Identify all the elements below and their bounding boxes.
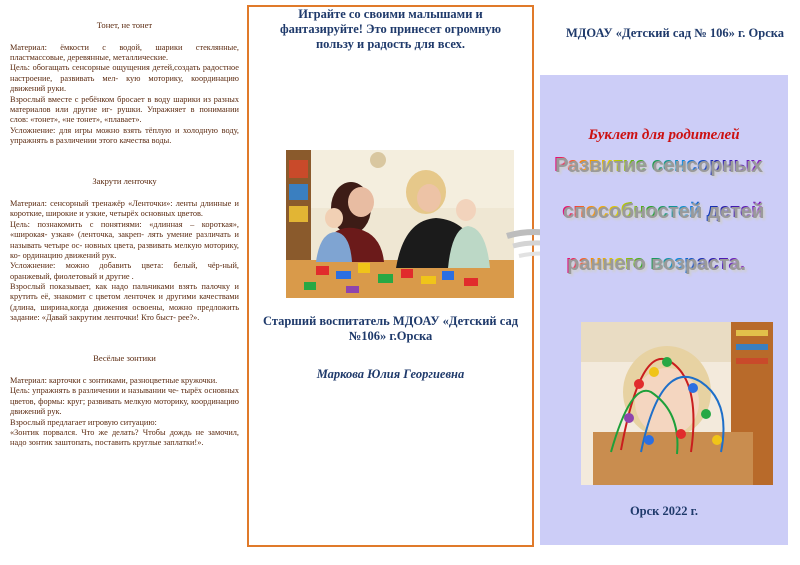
game-paragraph: Взрослый показывает, как надо пальчиками взять палочку и крутить её, знакомит с цветом ленточек и другими качествами (длина, ширина,когда движения освоены, можно предложить задание: «Давай закрутим ленточки! Кто быст- рее?». — [10, 281, 239, 323]
game-sink-float — [10, 20, 239, 146]
encouragement-text: Играйте со своими малышами и фантазируйте! Это принесет огромную пользу и радость для всех. — [279, 7, 502, 51]
game-paragraph: Материал: сенсорный тренажёр «Ленточки»: ленты длинные и короткие, широкие и узкие, четырёх основных цветов. — [10, 199, 239, 219]
photo-child-with-bead-maze — [581, 322, 773, 485]
game-title: Весёлые зонтики — [93, 353, 156, 364]
game-title: Закрути ленточку — [92, 176, 157, 187]
game-ribbons — [10, 176, 239, 323]
game-umbrellas — [10, 353, 239, 448]
middle-panel — [247, 5, 534, 547]
game-description — [10, 199, 239, 323]
game-paragraph: Цель: обогащать сенсорные ощущения детей,создать радостное настроение, развивать мел- кую моторику, координацию движений руки. — [10, 63, 239, 94]
title-line-1 — [554, 153, 800, 177]
games-column — [10, 10, 239, 549]
game-paragraph: «Зонтик порвался. Что же делать? Чтобы дождь не замочил, надо зонтик заштопать, поставить круглые заплатки!». — [10, 427, 239, 448]
game-description — [10, 376, 239, 449]
title-line-2 — [562, 199, 800, 223]
photo-drawing — [286, 150, 514, 298]
cover-panel — [540, 75, 788, 545]
title-text: способностей детей — [562, 199, 764, 222]
game-paragraph: Усложнение: можно добавить цвета: белый, чёр-ный, оранжевый, фиолетовый и другие . — [10, 261, 239, 281]
game-paragraph: Взрослый предлагает игровую ситуацию: — [10, 417, 157, 427]
game-paragraph: Цель: упражнять в различении и назывании че- тырёх основных цветов, формы: круг; развивать мелкую моторику, координацию движений рук. — [10, 386, 239, 417]
title-text: Развитие сенсорных — [554, 153, 762, 176]
photo-adults-children-playing — [286, 150, 514, 298]
author-name: Маркова Юлия Георгиевна — [316, 367, 465, 381]
title-text: раннего возраста. — [566, 251, 745, 274]
photo-drawing — [581, 322, 773, 485]
game-description — [10, 43, 239, 147]
game-paragraph: Цель: познакомить с понятиями: «длинная – короткая», «широкая- узкая» (ленточка, закреп- лять умение различать и называть четыре ос- новных цвета, развивать мелкую моторику, ко- ординацию движений рук. — [10, 219, 239, 260]
author-role: Старший воспитатель МДОАУ «Детский сад №106» г.Орска — [262, 314, 519, 343]
game-paragraph: Материал: карточки с зонтиками, разноцветные кружочки. — [10, 376, 218, 386]
game-paragraph: Взрослый вместе с ребёнком бросает в воду шарики из разных материалов или другие иг- рушки. Упражняет в понимании слов: «тонет», «не тонет», «плавает». — [10, 94, 239, 125]
game-title: Тонет, не тонет — [96, 20, 153, 30]
game-paragraph: Усложнение: для игры можно взять тёплую и холодную воду, упражнять в различении этого качества воды. — [10, 125, 239, 145]
city-year: Орск 2022 г. — [629, 504, 699, 518]
title-line-3 — [566, 251, 800, 275]
booklet-label: Буклет для родителей — [588, 127, 740, 143]
game-paragraph: Материал: ёмкости с водой, шарики стеклянные, пластмассовые, деревянные, металлические. — [10, 42, 239, 63]
institution-name: МДОАУ «Детский сад № 106» г. Орска — [565, 26, 785, 40]
